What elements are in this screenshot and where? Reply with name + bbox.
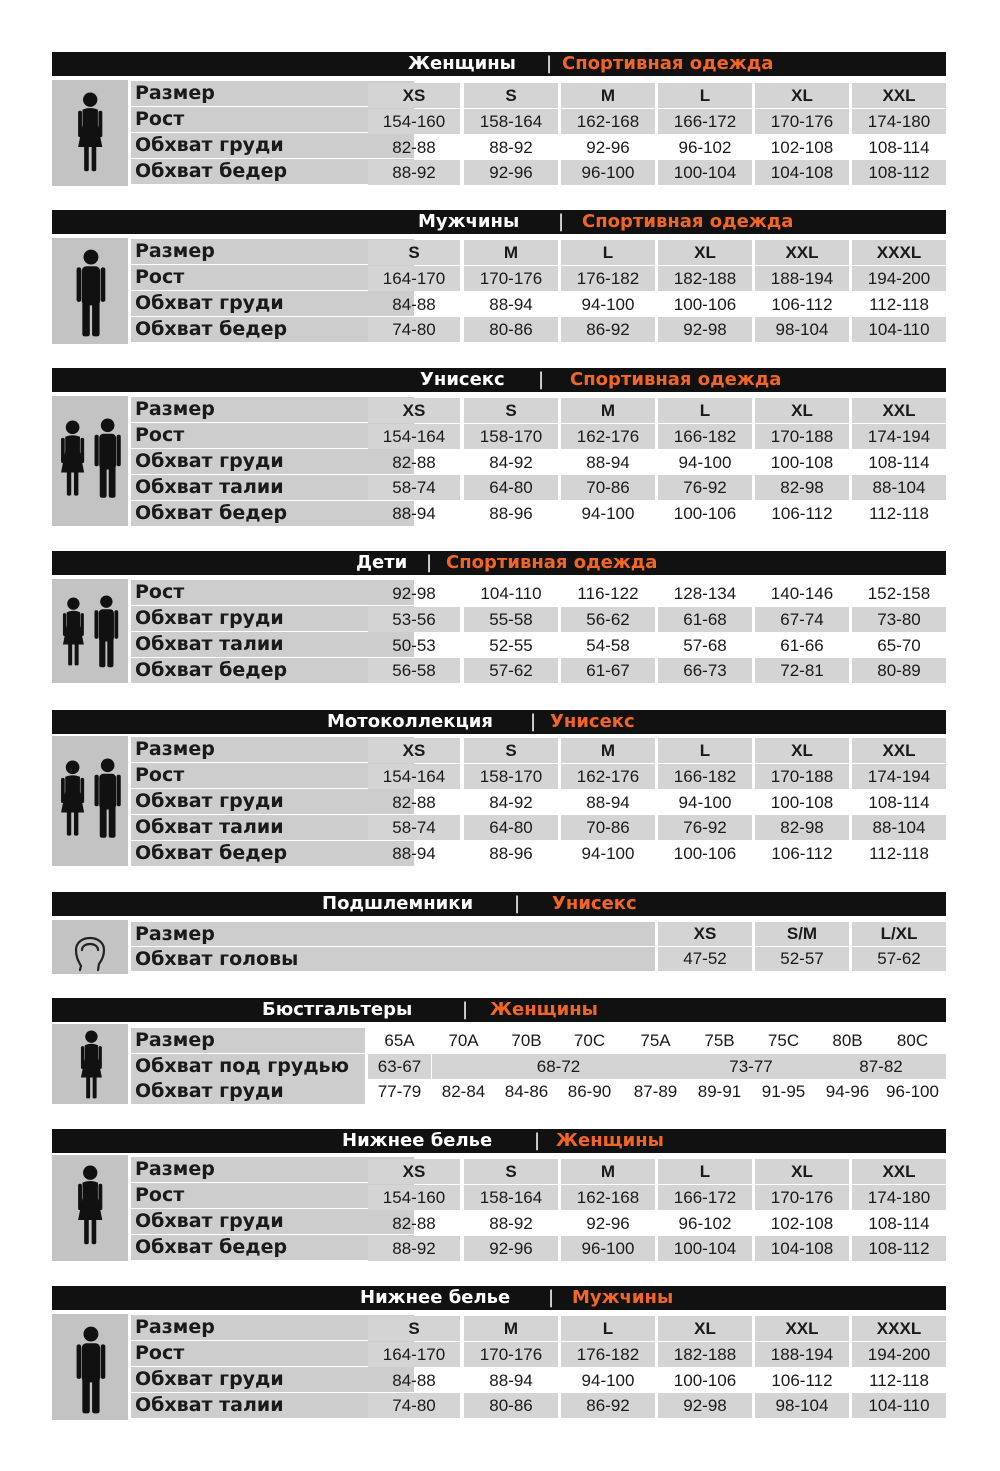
size-cell: 100-104 xyxy=(658,1236,752,1261)
row-label: Обхват груди xyxy=(131,1079,365,1104)
size-cell: 67-74 xyxy=(755,607,849,632)
size-cell: 176-182 xyxy=(561,266,655,291)
size-cell: 174-194 xyxy=(852,764,946,789)
size-cell: 82-88 xyxy=(392,793,436,812)
row-label: Рост xyxy=(131,580,414,605)
size-cell: XS xyxy=(368,398,460,423)
table-header xyxy=(52,1286,946,1310)
size-cell: 88-92 xyxy=(368,1236,460,1261)
size-cell: 182-188 xyxy=(658,266,752,291)
size-cell: 96-100 xyxy=(886,1082,939,1101)
size-cell: 112-118 xyxy=(869,295,929,314)
size-cell: 92-96 xyxy=(464,1236,558,1261)
size-cell: 82-88 xyxy=(392,1214,436,1233)
size-cell: 112-118 xyxy=(869,504,929,523)
size-cell: 162-176 xyxy=(561,764,655,789)
size-cell: 176-182 xyxy=(561,1342,655,1367)
size-cell: 88-94 xyxy=(392,504,436,523)
size-cell: L/XL xyxy=(852,922,946,946)
size-cell: XL xyxy=(755,738,849,763)
table-subtitle: Женщины xyxy=(490,999,598,1020)
row-label: Размер xyxy=(131,1157,414,1182)
size-cell: S xyxy=(368,1316,460,1341)
size-cell: 194-200 xyxy=(852,1342,946,1367)
size-cell: 96-102 xyxy=(678,138,732,157)
size-cell: 57-68 xyxy=(683,636,727,655)
row-label: Размер xyxy=(131,239,414,264)
table-title: Подшлемники xyxy=(322,893,474,914)
size-cell: 56-62 xyxy=(561,607,655,632)
size-cell: 100-106 xyxy=(673,504,737,523)
size-cell: 88-96 xyxy=(489,504,533,523)
size-cell: 61-68 xyxy=(658,607,752,632)
table-subtitle: Спортивная одежда xyxy=(570,369,782,390)
size-cell: 158-164 xyxy=(464,109,558,134)
header-separator: | xyxy=(530,711,537,732)
size-cell: 170-188 xyxy=(755,424,849,449)
header-separator: | xyxy=(538,369,545,390)
row-label: Обхват груди xyxy=(131,449,414,474)
row-label: Обхват груди xyxy=(131,1209,414,1234)
size-cell: 104-110 xyxy=(480,584,542,603)
size-cell: M xyxy=(561,83,655,108)
row-label: Обхват груди xyxy=(131,133,414,158)
size-cell: 70A xyxy=(448,1031,479,1050)
size-cell: 75C xyxy=(767,1031,800,1050)
size-cell: 72-81 xyxy=(755,658,849,683)
row-label: Обхват груди xyxy=(131,1367,414,1392)
size-cell: 188-194 xyxy=(755,1342,849,1367)
size-cell: 154-164 xyxy=(368,764,460,789)
table-subtitle: Мужчины xyxy=(572,1287,674,1308)
row-label: Обхват бедер xyxy=(131,501,414,526)
size-cell: M xyxy=(561,398,655,423)
size-cell: XXL xyxy=(852,1159,946,1184)
size-cell: 104-110 xyxy=(852,317,946,342)
table-title: Унисекс xyxy=(420,369,505,390)
size-cell: 96-102 xyxy=(678,1214,732,1233)
row-label: Рост xyxy=(131,763,414,788)
size-cell: 57-62 xyxy=(852,947,946,971)
size-cell: 112-118 xyxy=(869,844,929,863)
size-cell: S/M xyxy=(755,922,849,946)
size-cell: 82-98 xyxy=(755,815,849,840)
size-cell: M xyxy=(464,1316,558,1341)
size-table-women-sportswear xyxy=(52,52,946,186)
size-table-underwear-women xyxy=(52,1129,946,1261)
size-cell: 140-146 xyxy=(770,584,834,603)
row-label: Обхват головы xyxy=(131,947,655,971)
size-table-bras-women xyxy=(52,998,946,1104)
man-icon xyxy=(52,1314,128,1420)
unisex-couple-icon xyxy=(52,736,128,866)
table-header xyxy=(52,1129,946,1153)
size-cell: L xyxy=(658,1159,752,1184)
size-cell: XS xyxy=(368,83,460,108)
size-cell: XL xyxy=(658,240,752,265)
size-cell: M xyxy=(561,1159,655,1184)
size-cell: 104-108 xyxy=(755,160,849,185)
size-cell: 66-73 xyxy=(658,658,752,683)
size-cell: 88-104 xyxy=(852,475,946,500)
size-cell: XXL xyxy=(852,398,946,423)
size-cell: 54-58 xyxy=(586,636,630,655)
size-cell: 108-114 xyxy=(868,138,930,157)
size-cell: 92-98 xyxy=(392,584,436,603)
table-title: Нижнее белье xyxy=(360,1287,511,1308)
size-cell: 70-86 xyxy=(561,475,655,500)
table-header xyxy=(52,710,946,734)
size-cell: XL xyxy=(755,398,849,423)
size-cell: L xyxy=(658,738,752,763)
size-cell: 91-95 xyxy=(761,1082,806,1101)
size-cell: 61-67 xyxy=(561,658,655,683)
size-cell: 174-180 xyxy=(852,1185,946,1210)
size-cell: M xyxy=(561,738,655,763)
man-icon xyxy=(52,238,128,344)
header-separator: | xyxy=(462,999,469,1020)
size-cell: 86-90 xyxy=(567,1082,612,1101)
size-cell: 152-158 xyxy=(867,584,931,603)
size-cell: 158-164 xyxy=(464,1185,558,1210)
size-cell: S xyxy=(464,738,558,763)
size-cell: 174-194 xyxy=(852,424,946,449)
row-label: Рост xyxy=(131,1341,414,1366)
table-subtitle: Спортивная одежда xyxy=(582,211,794,232)
size-cell: 64-80 xyxy=(464,815,558,840)
size-cell: 92-98 xyxy=(658,317,752,342)
row-label: Обхват бедер xyxy=(131,1235,414,1260)
size-cell: 47-52 xyxy=(658,947,752,971)
size-cell: 88-92 xyxy=(368,160,460,185)
table-title: Мужчины xyxy=(418,211,520,232)
row-label: Обхват бедер xyxy=(131,658,414,683)
size-cell: 86-92 xyxy=(561,317,655,342)
size-cell: 88-104 xyxy=(852,815,946,840)
size-cell: XXL xyxy=(755,240,849,265)
size-cell: 92-98 xyxy=(658,1393,752,1418)
size-cell: 88-96 xyxy=(489,844,533,863)
size-cell: 64-80 xyxy=(464,475,558,500)
size-cell: 108-114 xyxy=(868,793,930,812)
table-header xyxy=(52,551,946,575)
header-separator: | xyxy=(548,1287,555,1308)
size-cell: 104-110 xyxy=(852,1393,946,1418)
size-cell: 80-89 xyxy=(852,658,946,683)
size-cell: 158-170 xyxy=(464,764,558,789)
header-separator: | xyxy=(558,211,565,232)
size-cell: 96-100 xyxy=(561,160,655,185)
size-cell: 166-182 xyxy=(658,424,752,449)
size-cell: 63-67 xyxy=(368,1054,431,1079)
size-cell: 82-98 xyxy=(755,475,849,500)
size-cell: 112-118 xyxy=(869,1371,929,1390)
size-cell: 162-176 xyxy=(561,424,655,449)
size-cell: 94-100 xyxy=(581,504,635,523)
size-cell: 52-55 xyxy=(489,636,533,655)
size-cell: XXXL xyxy=(852,1316,946,1341)
size-cell: XS xyxy=(368,1159,460,1184)
table-title: Бюстгальтеры xyxy=(262,999,413,1020)
size-cell: 74-80 xyxy=(368,317,460,342)
size-cell: 94-100 xyxy=(678,453,732,472)
row-label: Обхват груди xyxy=(131,291,414,316)
table-header xyxy=(52,892,946,916)
size-cell: 194-200 xyxy=(852,266,946,291)
size-cell: 80-86 xyxy=(464,1393,558,1418)
size-cell: 154-160 xyxy=(368,109,460,134)
woman-icon xyxy=(52,80,128,186)
size-cell: XL xyxy=(755,1159,849,1184)
size-cell: 100-108 xyxy=(770,453,834,472)
size-cell: 158-170 xyxy=(464,424,558,449)
size-cell: 94-100 xyxy=(581,844,635,863)
size-cell: 108-112 xyxy=(852,1236,946,1261)
size-cell: 106-112 xyxy=(771,504,833,523)
size-cell: S xyxy=(464,1159,558,1184)
table-header xyxy=(52,210,946,234)
size-cell: 188-194 xyxy=(755,266,849,291)
row-label: Обхват талии xyxy=(131,475,414,500)
size-cell: 55-58 xyxy=(464,607,558,632)
size-cell: 100-104 xyxy=(658,160,752,185)
size-cell: 170-176 xyxy=(755,109,849,134)
size-cell: 100-106 xyxy=(673,295,737,314)
size-cell: 88-94 xyxy=(586,793,630,812)
size-cell: 87-82 xyxy=(816,1054,946,1079)
size-cell: 56-58 xyxy=(368,658,460,683)
size-cell: 73-80 xyxy=(852,607,946,632)
size-cell: 75B xyxy=(704,1031,735,1050)
size-cell: 50-53 xyxy=(392,636,436,655)
size-cell: L xyxy=(561,240,655,265)
size-cell: S xyxy=(464,83,558,108)
size-cell: XL xyxy=(755,83,849,108)
size-cell: 104-108 xyxy=(755,1236,849,1261)
size-cell: 84-88 xyxy=(392,295,436,314)
table-header xyxy=(52,368,946,392)
table-title: Женщины xyxy=(408,53,516,74)
table-subtitle: Женщины xyxy=(556,1130,664,1151)
size-cell: 108-114 xyxy=(868,1214,930,1233)
size-cell: 100-106 xyxy=(673,1371,737,1390)
size-cell: 166-172 xyxy=(658,109,752,134)
size-cell: 98-104 xyxy=(755,1393,849,1418)
children-couple-icon xyxy=(52,579,128,683)
table-subtitle: Унисекс xyxy=(550,711,635,732)
size-cell: 73-77 xyxy=(624,1054,878,1079)
size-cell: 88-94 xyxy=(489,295,533,314)
size-cell: 94-100 xyxy=(581,1371,635,1390)
unisex-couple-icon xyxy=(52,396,128,526)
row-label: Рост xyxy=(131,265,414,290)
size-cell: 70C xyxy=(573,1031,606,1050)
row-label: Обхват бедер xyxy=(131,317,414,342)
size-cell: 70B xyxy=(511,1031,542,1050)
row-label: Рост xyxy=(131,107,414,132)
size-cell: 68-72 xyxy=(432,1054,685,1079)
size-cell: 128-134 xyxy=(673,584,737,603)
size-cell: 170-188 xyxy=(755,764,849,789)
size-cell: 88-92 xyxy=(489,138,533,157)
size-cell: 170-176 xyxy=(464,266,558,291)
table-title: Нижнее белье xyxy=(342,1130,493,1151)
size-cell: 88-92 xyxy=(489,1214,533,1233)
size-cell: 82-84 xyxy=(441,1082,486,1101)
table-title: Мотоколлекция xyxy=(327,711,493,732)
row-label: Обхват талии xyxy=(131,632,414,657)
row-label: Обхват груди xyxy=(131,606,414,631)
woman-icon xyxy=(52,1155,128,1261)
size-cell: 61-66 xyxy=(780,636,824,655)
table-header xyxy=(52,998,946,1022)
size-cell: L xyxy=(658,83,752,108)
size-cell: 98-104 xyxy=(755,317,849,342)
woman-icon xyxy=(52,1024,128,1104)
size-cell: 87-89 xyxy=(633,1082,678,1101)
size-cell: 92-96 xyxy=(464,160,558,185)
size-cell: XL xyxy=(658,1316,752,1341)
size-cell: XXL xyxy=(852,83,946,108)
size-cell: 58-74 xyxy=(368,815,460,840)
size-cell: 89-91 xyxy=(697,1082,742,1101)
size-cell: XXL xyxy=(755,1316,849,1341)
size-cell: 162-168 xyxy=(561,1185,655,1210)
row-label: Обхват талии xyxy=(131,1393,414,1418)
row-label: Размер xyxy=(131,922,655,946)
size-cell: 106-112 xyxy=(771,844,833,863)
size-cell: 96-100 xyxy=(561,1236,655,1261)
size-cell: 164-170 xyxy=(368,266,460,291)
size-cell: 154-160 xyxy=(368,1185,460,1210)
size-table-kids-sportswear xyxy=(52,551,946,683)
size-cell: 106-112 xyxy=(771,295,833,314)
size-table-underwear-men xyxy=(52,1286,946,1420)
size-cell: 94-100 xyxy=(581,295,635,314)
size-cell: 166-172 xyxy=(658,1185,752,1210)
size-cell: 84-88 xyxy=(392,1371,436,1390)
row-label: Обхват бедер xyxy=(131,159,414,184)
size-cell: 92-96 xyxy=(586,138,630,157)
size-cell: XXL xyxy=(852,738,946,763)
size-cell: XS xyxy=(658,922,752,946)
row-label: Рост xyxy=(131,1183,414,1208)
size-table-moto-unisex xyxy=(52,710,946,866)
size-cell: 170-176 xyxy=(464,1342,558,1367)
size-cell: 174-180 xyxy=(852,109,946,134)
size-cell: 162-168 xyxy=(561,109,655,134)
size-cell: 182-188 xyxy=(658,1342,752,1367)
table-subtitle: Спортивная одежда xyxy=(446,552,658,573)
size-cell: 170-176 xyxy=(755,1185,849,1210)
header-separator: | xyxy=(546,53,553,74)
size-cell: 102-108 xyxy=(770,138,834,157)
size-table-unisex-sportswear xyxy=(52,368,946,526)
row-label: Размер xyxy=(131,1315,414,1340)
size-cell: M xyxy=(464,240,558,265)
size-cell: 164-170 xyxy=(368,1342,460,1367)
size-cell: S xyxy=(368,240,460,265)
size-cell: 80C xyxy=(896,1031,929,1050)
size-cell: 88-94 xyxy=(586,453,630,472)
size-cell: 100-106 xyxy=(673,844,737,863)
header-separator: | xyxy=(426,552,433,573)
size-cell: 52-57 xyxy=(755,947,849,971)
row-label: Обхват груди xyxy=(131,789,414,814)
size-cell: 80B xyxy=(832,1031,863,1050)
size-cell: 154-164 xyxy=(368,424,460,449)
size-cell: 82-88 xyxy=(392,453,436,472)
size-cell: 80-86 xyxy=(464,317,558,342)
size-cell: 94-96 xyxy=(825,1082,870,1101)
size-cell: 84-92 xyxy=(489,453,533,472)
size-cell: 76-92 xyxy=(658,475,752,500)
header-separator: | xyxy=(514,893,521,914)
size-cell: 82-88 xyxy=(392,138,436,157)
header-separator: | xyxy=(534,1130,541,1151)
size-cell: L xyxy=(561,1316,655,1341)
size-cell: 86-92 xyxy=(561,1393,655,1418)
table-subtitle: Унисекс xyxy=(552,893,637,914)
row-label: Обхват талии xyxy=(131,815,414,840)
row-label: Размер xyxy=(131,737,414,762)
size-cell: 74-80 xyxy=(368,1393,460,1418)
size-cell: S xyxy=(464,398,558,423)
size-cell: XXXL xyxy=(852,240,946,265)
head-outline-icon xyxy=(52,920,128,974)
size-cell: 53-56 xyxy=(368,607,460,632)
size-cell: L xyxy=(658,398,752,423)
size-cell: 84-92 xyxy=(489,793,533,812)
size-cell: 94-100 xyxy=(678,793,732,812)
table-subtitle: Спортивная одежда xyxy=(562,53,774,74)
size-cell: 102-108 xyxy=(770,1214,834,1233)
size-cell: 116-122 xyxy=(577,584,639,603)
size-cell: 88-94 xyxy=(489,1371,533,1390)
size-cell: 92-96 xyxy=(586,1214,630,1233)
table-title: Дети xyxy=(356,552,408,573)
row-label: Размер xyxy=(131,397,414,422)
size-cell: 75A xyxy=(640,1031,671,1050)
row-label: Размер xyxy=(131,81,414,106)
table-header xyxy=(52,52,946,76)
size-cell: 57-62 xyxy=(464,658,558,683)
size-cell: 65A xyxy=(384,1031,415,1050)
size-table-balaclavas-unisex xyxy=(52,892,946,974)
row-label: Обхват бедер xyxy=(131,841,414,866)
size-cell: 108-114 xyxy=(868,453,930,472)
size-cell: XS xyxy=(368,738,460,763)
size-cell: 100-108 xyxy=(770,793,834,812)
row-label: Обхват под грудью xyxy=(131,1054,365,1079)
size-cell: 76-92 xyxy=(658,815,752,840)
size-cell: 84-86 xyxy=(504,1082,549,1101)
size-cell: 65-70 xyxy=(877,636,921,655)
row-label: Рост xyxy=(131,423,414,448)
size-table-men-sportswear xyxy=(52,210,946,344)
row-label: Размер xyxy=(131,1028,365,1053)
size-cell: 166-182 xyxy=(658,764,752,789)
size-cell: 88-94 xyxy=(392,844,436,863)
size-cell: 70-86 xyxy=(561,815,655,840)
size-cell: 77-79 xyxy=(377,1082,422,1101)
size-cell: 106-112 xyxy=(771,1371,833,1390)
size-cell: 58-74 xyxy=(368,475,460,500)
size-cell: 108-112 xyxy=(852,160,946,185)
